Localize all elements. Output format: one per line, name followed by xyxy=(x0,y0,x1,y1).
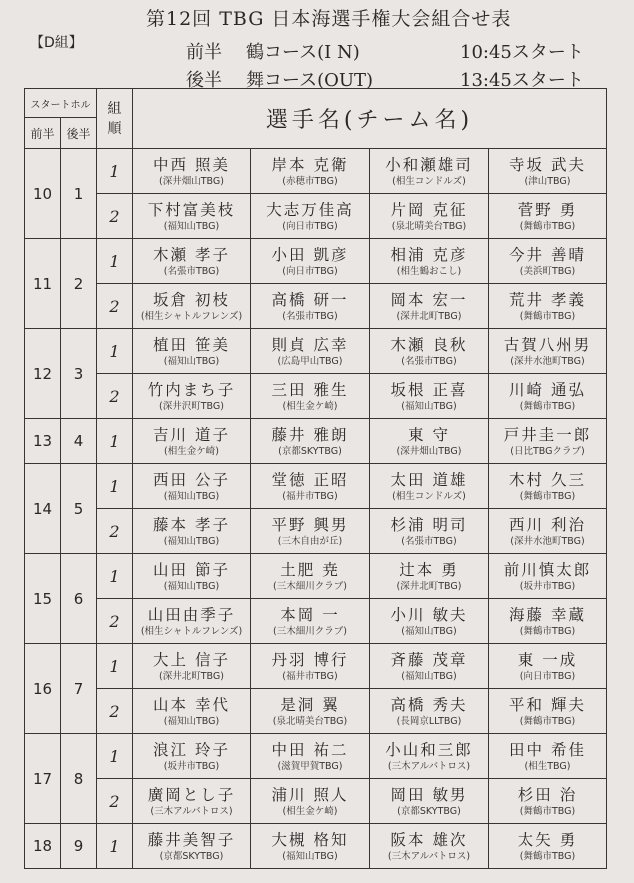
back-hole: 6 xyxy=(61,554,97,644)
player-club: (三木アルバトロス) xyxy=(387,761,471,772)
player-name: 土肥 尭 xyxy=(280,560,340,579)
player-club: (舞鶴市TBG) xyxy=(519,311,576,322)
player-club: (福知山TBG) xyxy=(163,581,220,592)
player-name: 寺坂 武夫 xyxy=(509,155,586,174)
player-cell xyxy=(489,284,607,329)
player-club: (向日市TBG) xyxy=(282,221,338,232)
player-name: 竹内まち子 xyxy=(147,380,236,399)
group-order: 2 xyxy=(97,509,133,554)
player-cell xyxy=(370,734,489,779)
player-cell xyxy=(251,599,370,644)
table-row xyxy=(25,599,607,644)
player-cell xyxy=(370,149,489,194)
group-order-header-2: 順 xyxy=(107,120,122,137)
player-name: 下村富美枝 xyxy=(147,200,236,219)
player-club: (泉北晴美台TBG) xyxy=(272,716,348,727)
player-cell xyxy=(489,689,607,734)
player-cell xyxy=(251,824,370,869)
player-club: (美浜町TBG) xyxy=(519,266,576,277)
player-club: (広島甲山TBG) xyxy=(277,356,343,367)
player-name: 則貞 広幸 xyxy=(271,335,349,354)
player-name: 田中 希佳 xyxy=(509,740,586,759)
player-club: (福知山TBG) xyxy=(401,671,457,682)
player-name: 前川慎太郎 xyxy=(503,560,592,579)
player-name: 海藤 幸蔵 xyxy=(509,605,586,624)
player-cell xyxy=(370,509,489,554)
pairing-body xyxy=(25,149,607,869)
table-row xyxy=(25,239,607,284)
player-name: 藤井美智子 xyxy=(147,830,236,849)
group-order: 1 xyxy=(97,464,133,509)
player-club: (泉北晴美台TBG) xyxy=(391,221,467,232)
player-club: (三木アルバトロス) xyxy=(387,851,471,862)
group-order-header-1: 組 xyxy=(107,100,122,117)
player-cell xyxy=(133,464,251,509)
player-club: (深井北町TBG) xyxy=(396,311,462,322)
session-start: 13:45スタート xyxy=(460,70,584,91)
player-name: 大志万佳高 xyxy=(266,200,354,219)
back-hole: 3 xyxy=(61,329,97,419)
player-name: 辻本 勇 xyxy=(399,560,459,579)
player-name: 平野 興男 xyxy=(271,515,349,534)
player-cell xyxy=(370,824,489,869)
player-cell xyxy=(133,644,251,689)
player-club: (深井畑山TBG) xyxy=(159,176,224,187)
player-name: 斉藤 茂章 xyxy=(390,650,468,669)
player-cell xyxy=(251,329,370,374)
player-name: 戸井圭一郎 xyxy=(503,425,592,444)
group-order: 1 xyxy=(97,239,133,284)
table-row xyxy=(25,464,607,509)
player-name: 中田 祐二 xyxy=(271,740,349,759)
player-cell xyxy=(251,194,370,239)
player-name: 坂根 正喜 xyxy=(390,380,468,399)
player-cell xyxy=(133,779,251,824)
player-club: (相生シャトルフレンズ) xyxy=(140,626,243,637)
player-cell xyxy=(489,329,607,374)
player-club: (相生鶴おこし) xyxy=(396,266,462,277)
player-club: (京都SKYTBG) xyxy=(397,806,461,817)
group-label: 【D組】 xyxy=(30,35,83,51)
player-club: (相生コンドルズ) xyxy=(392,491,466,502)
start-hole-header: スタートホル xyxy=(25,89,97,118)
group-order: 2 xyxy=(97,689,133,734)
player-name: 小川 敏夫 xyxy=(390,605,468,624)
player-cell xyxy=(251,464,370,509)
back-hole: 7 xyxy=(61,644,97,734)
player-club: (向日市TBG) xyxy=(282,266,338,277)
player-club: (福知山TBG) xyxy=(282,851,338,862)
player-name: 藤本 孝子 xyxy=(153,515,230,534)
player-club: (三木自由が丘) xyxy=(277,536,343,547)
session-course: 鶴コース(I N) xyxy=(246,42,360,63)
player-club: (舞鶴市TBG) xyxy=(519,626,576,637)
player-cell xyxy=(370,689,489,734)
player-club: (福知山TBG) xyxy=(163,716,220,727)
front-header: 前半 xyxy=(25,118,61,149)
player-club: (三木アルバトロス) xyxy=(150,806,233,817)
player-name: 杉田 治 xyxy=(517,785,578,804)
player-club: (深井北町TBG) xyxy=(396,581,462,592)
player-club: (津山TBG) xyxy=(524,176,571,187)
page-title: 第12回 TBG 日本海選手権大会組合せ表 xyxy=(146,8,512,30)
player-club: (福井市TBG) xyxy=(282,671,338,682)
group-order: 1 xyxy=(97,824,133,869)
player-name: 岸本 克衛 xyxy=(271,155,349,174)
player-cell xyxy=(251,374,370,419)
back-hole: 5 xyxy=(61,464,97,554)
table-row xyxy=(25,284,607,329)
player-name: 今井 善晴 xyxy=(509,245,586,264)
player-club: (舞鶴市TBG) xyxy=(519,491,576,502)
player-club: (長岡京LLTBG) xyxy=(396,716,462,727)
player-cell xyxy=(489,419,607,464)
player-cell xyxy=(133,599,251,644)
session-course: 舞コース(OUT) xyxy=(246,70,374,91)
player-name: 浦川 照人 xyxy=(271,785,349,804)
player-club: (相生シャトルフレンズ) xyxy=(140,311,243,322)
table-row xyxy=(25,644,607,689)
player-name: 片岡 克征 xyxy=(390,200,468,219)
player-cell xyxy=(370,194,489,239)
player-cell xyxy=(251,779,370,824)
front-hole: 15 xyxy=(25,554,61,644)
player-name: 廣岡とし子 xyxy=(147,785,236,804)
player-name: 中西 照美 xyxy=(153,155,230,174)
player-cell xyxy=(370,554,489,599)
player-name: 堂徳 正昭 xyxy=(271,470,349,489)
player-name: 是洞 翼 xyxy=(280,695,340,714)
front-hole: 16 xyxy=(25,644,61,734)
player-club: (福知山TBG) xyxy=(401,626,457,637)
player-name: 西田 公子 xyxy=(153,470,230,489)
player-club: (滋賀甲賀TBG) xyxy=(277,761,343,772)
player-cell xyxy=(489,194,607,239)
player-club: (深井水池町TBG) xyxy=(510,356,585,367)
group-order: 1 xyxy=(97,149,133,194)
player-name: 菅野 勇 xyxy=(517,200,578,219)
player-name: 山田 節子 xyxy=(153,560,230,579)
player-club: (日比TBGクラブ) xyxy=(510,446,585,457)
player-cell xyxy=(133,194,251,239)
player-name: 吉川 道子 xyxy=(153,425,230,444)
table-row xyxy=(25,734,607,779)
player-club: (相生コンドルズ) xyxy=(392,176,466,187)
player-cell xyxy=(370,464,489,509)
player-cell xyxy=(370,599,489,644)
player-name: 三田 雅生 xyxy=(271,380,349,399)
player-name: 岡田 敏男 xyxy=(390,785,468,804)
player-cell xyxy=(251,239,370,284)
player-cell xyxy=(489,374,607,419)
player-name: 西川 利治 xyxy=(509,515,586,534)
player-cell xyxy=(489,734,607,779)
group-order: 2 xyxy=(97,599,133,644)
player-name: 杉浦 明司 xyxy=(390,515,468,534)
player-cell xyxy=(251,734,370,779)
player-cell xyxy=(370,239,489,284)
player-cell xyxy=(370,329,489,374)
table-row xyxy=(25,509,607,554)
back-header: 後半 xyxy=(61,118,97,149)
player-cell xyxy=(133,329,251,374)
group-order: 1 xyxy=(97,734,133,779)
group-order: 2 xyxy=(97,374,133,419)
front-hole: 12 xyxy=(25,329,61,419)
player-club: (向日市TBG) xyxy=(519,671,576,682)
player-club: (相生金ケ崎) xyxy=(282,806,338,817)
player-club: (深井畑山TBG) xyxy=(396,446,462,457)
player-cell xyxy=(370,779,489,824)
player-club: (福知山TBG) xyxy=(163,356,220,367)
player-club: (舞鶴市TBG) xyxy=(519,806,576,817)
player-name: 本岡 一 xyxy=(280,605,340,624)
player-name: 坂倉 初枝 xyxy=(153,290,230,309)
player-cell xyxy=(133,284,251,329)
table-row xyxy=(25,554,607,599)
player-cell xyxy=(251,644,370,689)
front-hole: 14 xyxy=(25,464,61,554)
player-cell xyxy=(133,824,251,869)
player-name: 木瀬 孝子 xyxy=(153,245,230,264)
player-cell xyxy=(370,644,489,689)
table-row xyxy=(25,374,607,419)
player-club: (名張市TBG) xyxy=(163,266,220,277)
player-name: 大槻 格知 xyxy=(271,830,349,849)
player-name: 大上 信子 xyxy=(153,650,230,669)
player-name: 丹羽 博行 xyxy=(271,650,349,669)
player-club: (赤穂市TBG) xyxy=(282,176,338,187)
player-club: (舞鶴市TBG) xyxy=(519,851,576,862)
player-club: (福井市TBG) xyxy=(282,491,338,502)
player-club: (舞鶴市TBG) xyxy=(519,221,576,232)
player-name: 高橋 秀夫 xyxy=(390,695,468,714)
player-name: 木瀬 良秋 xyxy=(390,335,468,354)
player-cell xyxy=(489,554,607,599)
table-row xyxy=(25,779,607,824)
group-order: 2 xyxy=(97,194,133,239)
player-club: (相生TBG) xyxy=(524,761,571,772)
session-label: 前半 xyxy=(186,42,222,63)
player-cell xyxy=(489,509,607,554)
player-name: 東 一成 xyxy=(517,650,578,669)
session-start: 10:45スタート xyxy=(460,42,584,63)
player-club: (深井沢町TBG) xyxy=(159,401,224,412)
player-cell xyxy=(251,149,370,194)
player-club: (福知山TBG) xyxy=(163,536,220,547)
front-hole: 10 xyxy=(25,149,61,239)
player-name: 平和 輝夫 xyxy=(509,695,586,714)
player-club: (舞鶴市TBG) xyxy=(519,401,576,412)
player-club: (相生金ケ崎) xyxy=(282,401,338,412)
front-hole: 17 xyxy=(25,734,61,824)
player-cell xyxy=(489,149,607,194)
player-name: 小田 凱彦 xyxy=(271,245,349,264)
back-hole: 9 xyxy=(61,824,97,869)
player-name: 小和瀬雄司 xyxy=(385,155,473,174)
player-name: 太矢 勇 xyxy=(517,830,578,849)
group-order: 2 xyxy=(97,284,133,329)
player-cell xyxy=(133,689,251,734)
player-name: 藤井 雅朗 xyxy=(271,425,349,444)
player-cell xyxy=(370,374,489,419)
group-order: 2 xyxy=(97,779,133,824)
player-cell xyxy=(489,824,607,869)
player-cell xyxy=(489,239,607,284)
front-hole: 13 xyxy=(25,419,61,464)
player-cell xyxy=(489,644,607,689)
player-club: (深井水池町TBG) xyxy=(510,536,585,547)
table-row xyxy=(25,149,607,194)
player-club: (相生金ケ崎) xyxy=(164,446,219,457)
player-cell xyxy=(133,419,251,464)
players-header: 選手名(チーム名) xyxy=(133,89,607,149)
group-order: 1 xyxy=(97,644,133,689)
player-cell xyxy=(251,284,370,329)
player-name: 荒井 孝義 xyxy=(509,290,586,309)
back-hole: 2 xyxy=(61,239,97,329)
front-hole: 11 xyxy=(25,239,61,329)
player-cell xyxy=(370,284,489,329)
session-front xyxy=(186,38,584,64)
group-order: 1 xyxy=(97,419,133,464)
player-name: 小山和三郎 xyxy=(385,740,473,759)
player-name: 阪本 雄次 xyxy=(390,830,468,849)
player-club: (舞鶴市TBG) xyxy=(519,716,576,727)
front-hole: 18 xyxy=(25,824,61,869)
back-hole: 1 xyxy=(61,149,97,239)
player-club: (坂井市TBG) xyxy=(163,761,220,772)
player-club: (三木細川クラブ) xyxy=(273,626,347,637)
player-name: 東 守 xyxy=(408,425,450,444)
table-row xyxy=(25,329,607,374)
pairing-table xyxy=(24,88,607,869)
player-cell xyxy=(251,509,370,554)
player-club: (名張市TBG) xyxy=(401,536,457,547)
player-cell xyxy=(133,239,251,284)
player-club: (三木細川クラブ) xyxy=(273,581,347,592)
player-name: 古賀八州男 xyxy=(503,335,592,354)
back-hole: 8 xyxy=(61,734,97,824)
player-cell xyxy=(489,779,607,824)
session-label: 後半 xyxy=(186,70,222,91)
table-row xyxy=(25,824,607,869)
player-cell xyxy=(370,419,489,464)
player-club: (福知山TBG) xyxy=(163,221,220,232)
player-name: 川崎 通弘 xyxy=(509,380,586,399)
player-name: 岡本 宏一 xyxy=(390,290,468,309)
player-cell xyxy=(489,464,607,509)
group-order: 1 xyxy=(97,554,133,599)
player-club: (坂井市TBG) xyxy=(519,581,576,592)
player-cell xyxy=(251,689,370,734)
player-cell xyxy=(133,509,251,554)
player-cell xyxy=(133,734,251,779)
player-cell xyxy=(133,149,251,194)
group-order-header xyxy=(97,89,133,149)
player-name: 高橋 研一 xyxy=(271,290,349,309)
player-cell xyxy=(133,374,251,419)
player-club: (福知山TBG) xyxy=(401,401,457,412)
player-cell xyxy=(251,419,370,464)
player-club: (京都SKYTBG) xyxy=(159,851,224,862)
player-name: 太田 道雄 xyxy=(390,470,468,489)
player-cell xyxy=(251,554,370,599)
player-cell xyxy=(489,599,607,644)
player-club: (福知山TBG) xyxy=(163,491,220,502)
group-order: 1 xyxy=(97,329,133,374)
player-name: 相浦 克彦 xyxy=(390,245,468,264)
player-cell xyxy=(133,554,251,599)
player-club: (名張市TBG) xyxy=(401,356,457,367)
player-name: 山本 幸代 xyxy=(153,695,230,714)
player-name: 植田 笹美 xyxy=(153,335,230,354)
player-club: (深井北町TBG) xyxy=(159,671,224,682)
player-club: (京都SKYTBG) xyxy=(278,446,342,457)
player-name: 木村 久三 xyxy=(509,470,586,489)
table-row xyxy=(25,689,607,734)
player-name: 浪江 玲子 xyxy=(153,740,230,759)
table-row xyxy=(25,419,607,464)
table-row xyxy=(25,194,607,239)
player-club: (名張市TBG) xyxy=(282,311,338,322)
back-hole: 4 xyxy=(61,419,97,464)
player-name: 山田由季子 xyxy=(147,605,236,624)
